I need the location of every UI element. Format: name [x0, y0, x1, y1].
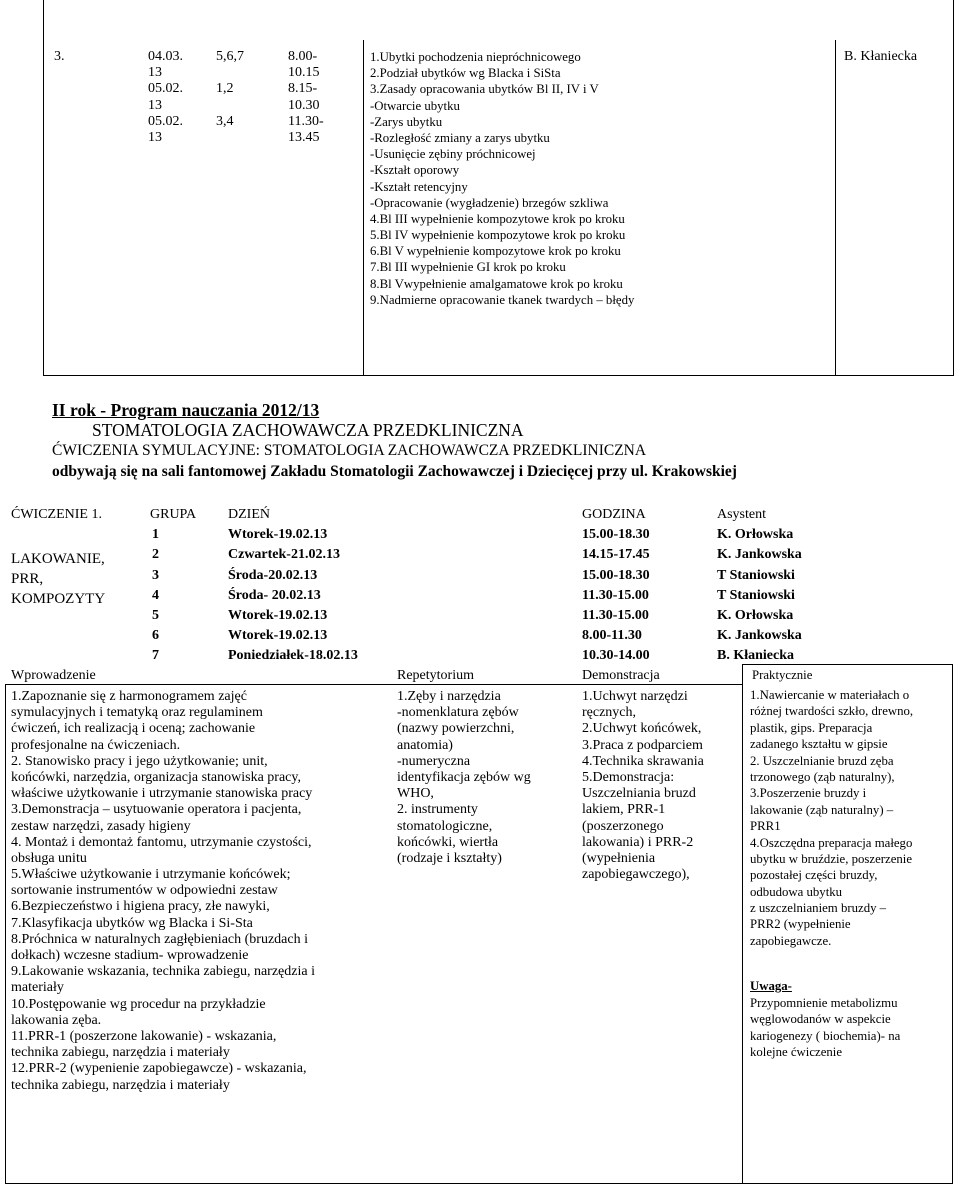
header-day: DZIEŃ [228, 507, 270, 522]
dates-column: 04.03. 13 05.02. 13 05.02. 13 [148, 49, 183, 145]
row-number: 3. [54, 49, 65, 64]
table-row: 6 Wtorek-19.02.13 8.00-11.30 K. Jankowska [152, 628, 802, 643]
table-row: 7 Poniedziałek-18.02.13 10.30-14.00 B. Kłaniecka [152, 648, 795, 663]
table-row: 3 Środa-20.02.13 15.00-18.30 T Staniowski [152, 568, 795, 583]
groups-column: 5,6,7 1,2 3,4 [216, 49, 244, 129]
subject-title: STOMATOLOGIA ZACHOWAWCZA PRZEDKLINICZNA [92, 420, 524, 440]
table-row: 2 Czwartek-21.02.13 14.15-17.45 K. Jankowska [152, 547, 802, 562]
prakt-list: 1.Nawiercanie w materiałach o różnej twardości szkło, drewno, plastik, gips. Preparacja zadanego kształtu w gipsie 2. Uszczelnianie bruzd zęba trzonowego (ząb naturalny), 3.Poszerzenie bruzdy i lakowanie (ząb naturalny) – PRR1 4.Oszczędna preparacja małego ubytku w bruździe, poszerzenie pozostałej części bruzdy, odbudowa ubytku z uszczelnianiem bruzdy – PRR2 (wypełnienie zapobiegawcze. [750, 688, 914, 948]
note-title: Uwaga- [750, 979, 792, 993]
repet-list: 1.Zęby i narzędzia -nomenklatura zębów (nazwy powierzchni, anatomia) -numeryczna identyfikacja zębów wg WHO, 2. instrumenty stomatologiczne, końcówki, wiertła (rodzaje i kształty) [397, 689, 531, 866]
header-prakt: Praktycznie [752, 668, 813, 682]
hours-column: 8.00- 10.15 8.15- 10.30 11.30- 13.45 [288, 49, 324, 145]
header-intro: Wprowadzenie [11, 668, 96, 683]
header-exercise: ĆWICZENIE 1. [11, 507, 102, 522]
table-row: 1 Wtorek-19.02.13 15.00-18.30 K. Orłowska [152, 527, 794, 542]
topics-list: 1.Ubytki pochodzenia niepróchnicowego 2.Podział ubytków wg Blacka i SiSta 3.Zasady opracowania ubytków Bl II, IV i V -Otwarcie ubytku -Zarys ubytku -Rozległość zmiany a zarys ubytku -Usunięcie zębiny próchnicowej -Kształt oporowy -Kształt retencyjny -Opracowanie (wygładzenie) brzegów szkliwa 4.Bl III wypełnienie kompozytowe krok po kroku 5.Bl IV wypełnienie kompozytowe krok po kroku 6.Bl V wypełnienie kompozytowe krok po kroku 7.Bl III wypełnienie GI krok po kroku 8.Bl Vwypełnienie amalgamatowe krok po kroku 9.Nadmierne opracowanie tkanek twardych – błędy [370, 50, 635, 307]
table-row: 4 Środa- 20.02.13 11.30-15.00 T Staniowski [152, 588, 795, 603]
header-demo: Demonstracja [582, 668, 660, 683]
table-row: 5 Wtorek-19.02.13 11.30-15.00 K. Orłowska [152, 608, 794, 623]
header-hour: GODZINA [582, 507, 646, 522]
course-title: ĆWICZENIA SYMULACYJNE: STOMATOLOGIA ZACHOWAWCZA PRZEDKLINICZNA [52, 442, 647, 459]
header-group: GRUPA [150, 507, 197, 522]
note-list: Przypomnienie metabolizmu węglowodanów w aspekcie kariogenezy ( biochemia)- na kolejne ćwiczenie [750, 996, 901, 1060]
header-assistant: Asystent [717, 507, 766, 522]
exercise-topic: LAKOWANIE, PRR, KOMPOZYTY [11, 551, 106, 607]
intro-list: 1.Zapoznanie się z harmonogramem zajęć symulacyjnych i tematyką oraz regulaminem ćwiczeń, ich realizacją i oceną; zachowanie profesjonalne na ćwiczeniach. 2. Stanowisko pracy i jego użytkowanie; unit, końcówki, narzędzia, organizacja stanowiska pracy, właściwe użytkowanie i utrzymanie stanowiska pracy 3.Demonstracja – usytuowanie operatora i pacjenta, zestaw narzędzi, zasady higieny 4. Montaż i demontaż fantomu, utrzymanie czystości, obsługa unitu 5.Właściwe użytkowanie i utrzymanie końcówek; sortowanie instrumentów w odpowiedni zestaw 6.Bezpieczeństwo i higiena pracy, złe nawyki, 7.Klasyfikacja ubytków wg Blacka i Si-Sta 8.Próchnica w naturalnych zagłębieniach (bruzdach i dołkach) wczesne stadium- wprowadzenie 9.Lakowanie wskazania, technika zabiegu, narzędzia i materiały 10.Postępowanie wg procedur na przykładzie lakowania zęba. 11.PRR-1 (poszerzone lakowanie) - wskazania, technika zabiegu, narzędzia i materiały 12.PRR-2 (wypenienie zapobiegawcze) - wskazania, technika zabiegu, narzędzia i materiały [11, 689, 315, 1093]
header-repet: Repetytorium [397, 668, 474, 683]
program-title: II rok - Program nauczania 2012/13 [52, 400, 320, 420]
demo-list: 1.Uchwyt narzędzi ręcznych, 2.Uchwyt końcówek, 3.Praca z podparciem 4.Technika skrawania 5.Demonstracja: Uszczelniania bruzd lakiem, PRR-1 (poszerzonego lakowania) i PRR-2 (wypełnienia zapobiegawczego), [582, 689, 704, 883]
location-line: odbywają się na sali fantomowej Zakładu Stomatologii Zachowawczej i Dziecięcej przy ul. Krakowskiej [52, 463, 737, 480]
top-assistant: B. Kłaniecka [844, 49, 918, 64]
